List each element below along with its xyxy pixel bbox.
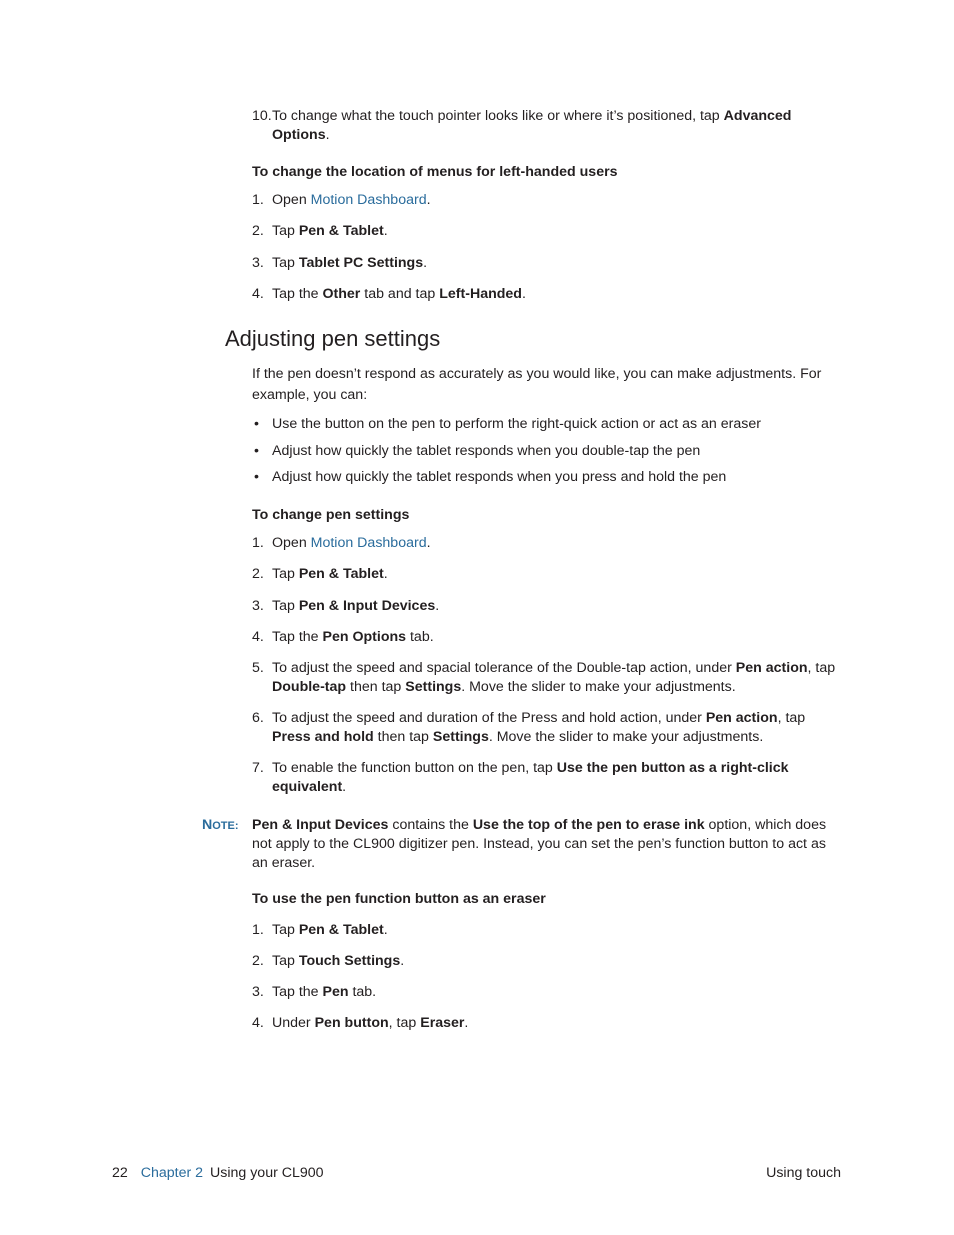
step-text: , tap: [777, 710, 806, 726]
note-body: [252, 816, 844, 873]
step-text: Tap: [272, 255, 299, 271]
note-text: contains the: [388, 817, 473, 833]
step-text: Tap the: [272, 984, 323, 1000]
step-number: 3.: [252, 255, 264, 271]
list-item: [252, 565, 842, 584]
ui-term: Double-tap: [272, 679, 347, 695]
step-10: [252, 107, 842, 145]
note-label-initial: N: [202, 817, 213, 833]
ui-term: Pen & Tablet: [298, 922, 384, 938]
section-intro: If the pen doesn’t respond as accurately as you would like, you can make adjustments. For example, you can:: [252, 366, 822, 403]
step-text: .: [342, 779, 347, 795]
step-text: then tap: [373, 729, 433, 745]
list-item: [252, 952, 842, 971]
ui-term: Touch Settings: [298, 953, 401, 969]
list-item: [252, 285, 842, 304]
bullet-symbol: •: [254, 469, 259, 485]
ui-term: Press and hold: [272, 729, 374, 745]
ui-term: Tablet PC Settings: [298, 255, 424, 271]
step-number: 10.: [252, 108, 272, 124]
bullet-text: Adjust how quickly the tablet responds when you double-tap the pen: [272, 443, 701, 459]
ui-term: Pen button: [314, 1015, 389, 1031]
step-text: , tap: [807, 660, 836, 676]
step-text: .: [464, 1015, 469, 1031]
ui-term: Pen & Tablet: [298, 223, 384, 239]
step-text: tab.: [406, 629, 434, 645]
step-number: 7.: [252, 760, 264, 776]
step-text: To change what the touch pointer looks like or where it’s positioned, tap: [272, 108, 724, 124]
page-number: 22: [112, 1165, 128, 1181]
note-label: [202, 816, 239, 836]
list-item: [252, 983, 842, 1002]
list-item: [252, 709, 842, 747]
step-text: Tap: [272, 223, 299, 239]
bullet-symbol: •: [254, 443, 259, 459]
step-number: 2.: [252, 566, 264, 582]
step-number: 1.: [252, 922, 264, 938]
procedure-heading-pen-settings: To change pen settings: [252, 507, 410, 523]
step-text: Tap: [272, 922, 299, 938]
step-number: 3.: [252, 984, 264, 1000]
note-text: option, which does not apply to the CL900 digitizer pen. Instead, you can set the pen’s function button to act as an eraser.: [252, 817, 827, 871]
motion-dashboard-link[interactable]: Motion Dashboard: [310, 535, 427, 551]
step-text: Tap: [272, 598, 299, 614]
step-text: Tap: [272, 953, 299, 969]
chapter-title: Using your CL900: [210, 1165, 324, 1181]
ui-term: Settings: [405, 679, 462, 695]
section-title: Adjusting pen settings: [225, 326, 441, 351]
step-text: Open: [272, 535, 311, 551]
step-number: 6.: [252, 710, 264, 726]
step-text: Tap: [272, 566, 299, 582]
ui-term: Use the pen button as a right-click equivalent: [272, 760, 789, 795]
ui-term: Settings: [432, 729, 489, 745]
step-text: To adjust the speed and duration of the Press and hold action, under: [272, 710, 706, 726]
ui-term: Pen & Input Devices: [252, 817, 389, 833]
step-text: tab and tap: [360, 286, 440, 302]
step-text: To adjust the speed and spacial tolerance of the Double-tap action, under: [272, 660, 736, 676]
ui-term: Pen & Input Devices: [298, 598, 436, 614]
ui-term: Other: [322, 286, 361, 302]
list-item: [252, 659, 842, 697]
step-text: then tap: [346, 679, 406, 695]
step-number: 2.: [252, 953, 264, 969]
step-text: tab.: [348, 984, 377, 1000]
step-text: .: [435, 598, 440, 614]
step-text: Under: [272, 1015, 315, 1031]
step-number: 1.: [252, 192, 264, 208]
procedure-heading-left-handed: To change the location of menus for left-handed users: [252, 164, 618, 180]
step-text: .: [325, 127, 330, 143]
bullet-item: [252, 442, 842, 461]
bullet-item: [252, 468, 842, 487]
bullet-symbol: •: [254, 416, 259, 432]
list-item: [252, 597, 842, 616]
step-number: 2.: [252, 223, 264, 239]
list-item: [252, 534, 842, 553]
footer-section-name: Using touch: [766, 1165, 841, 1181]
ui-term: Pen & Tablet: [298, 566, 384, 582]
list-item: [252, 628, 842, 647]
procedure-heading-eraser: To use the pen function button as an eraser: [252, 891, 546, 907]
list-item: [252, 921, 842, 940]
chapter-label: Chapter 2: [140, 1165, 204, 1181]
step-text: Tap the: [272, 629, 323, 645]
note-label-rest: OTE:: [212, 820, 239, 832]
step-text: Open: [272, 192, 311, 208]
ui-term: Left-Handed: [439, 286, 522, 302]
step-text: .: [426, 192, 431, 208]
ui-term: Use the top of the pen to erase ink: [472, 817, 705, 833]
step-number: 4.: [252, 286, 264, 302]
step-text: .: [383, 223, 388, 239]
list-item: [252, 191, 842, 210]
list-item: [252, 759, 842, 797]
step-text: Tap the: [272, 286, 323, 302]
step-text: , tap: [388, 1015, 421, 1031]
ui-term: Pen action: [705, 710, 778, 726]
list-item: [252, 222, 842, 241]
step-number: 3.: [252, 598, 264, 614]
step-number: 4.: [252, 629, 264, 645]
step-text: .: [521, 286, 526, 302]
ui-term: Pen action: [735, 660, 808, 676]
step-text: . Move the slider to make your adjustments.: [488, 729, 764, 745]
step-number: 5.: [252, 660, 264, 676]
step-number: 1.: [252, 535, 264, 551]
step-text: .: [383, 566, 388, 582]
ui-term: Pen: [322, 984, 349, 1000]
step-text: .: [423, 255, 428, 271]
step-text: .: [400, 953, 405, 969]
ui-term: Eraser: [420, 1015, 465, 1031]
page-footer-left: [112, 1164, 324, 1183]
bullet-item: [252, 415, 842, 434]
step-text: To enable the function button on the pen, tap: [272, 760, 557, 776]
bullet-text: Adjust how quickly the tablet responds when you press and hold the pen: [272, 469, 727, 485]
list-item: [252, 1014, 842, 1033]
step-text: .: [426, 535, 431, 551]
motion-dashboard-link[interactable]: Motion Dashboard: [310, 192, 427, 208]
step-number: 4.: [252, 1015, 264, 1031]
ui-term: Advanced Options: [272, 108, 792, 143]
list-item: [252, 254, 842, 273]
step-text: .: [383, 922, 388, 938]
step-text: . Move the slider to make your adjustments.: [461, 679, 736, 695]
ui-term: Pen Options: [322, 629, 407, 645]
bullet-text: Use the button on the pen to perform the right-quick action or act as an eraser: [272, 416, 761, 432]
